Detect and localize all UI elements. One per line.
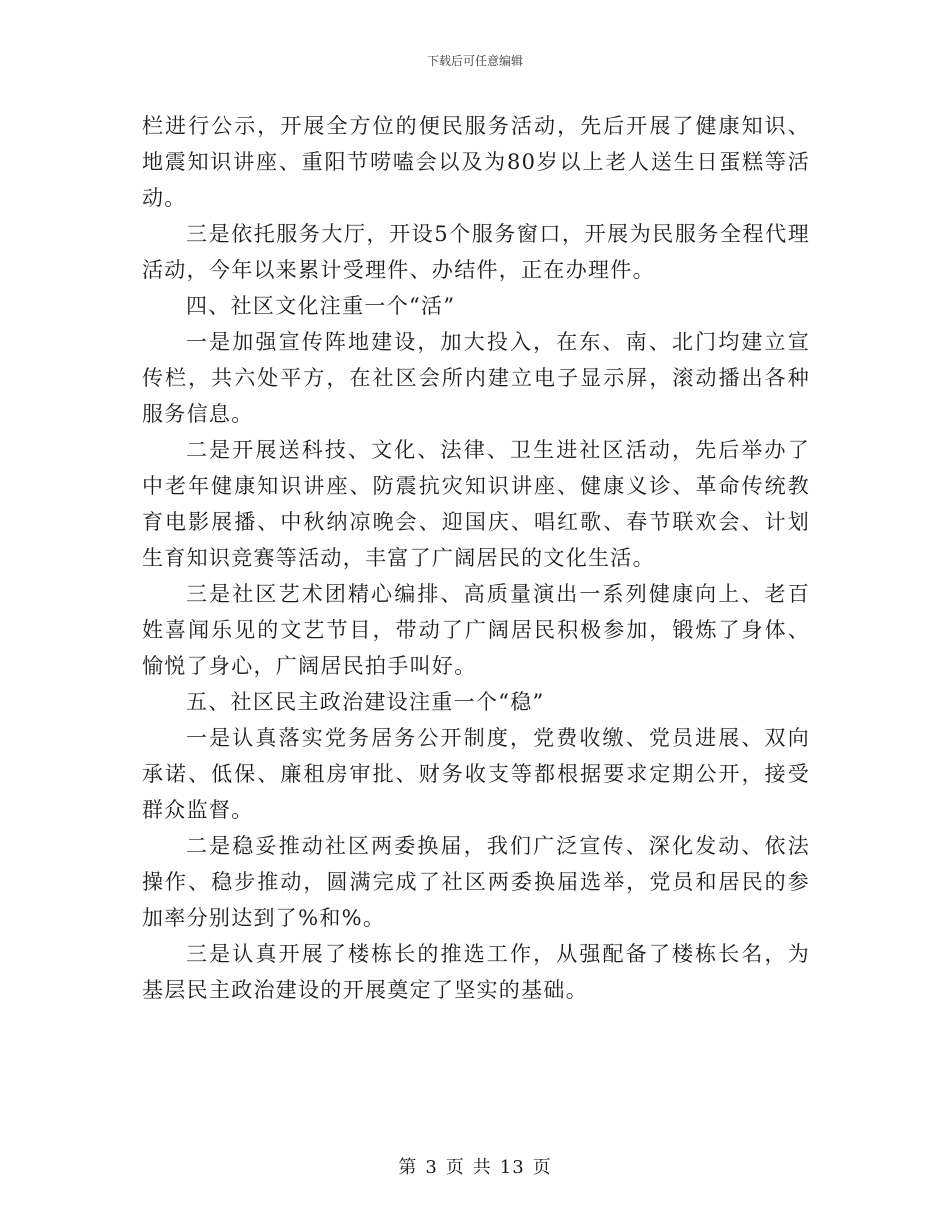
paragraph-5: 二是开展送科技、文化、法律、卫生进社区活动，先后举办了中老年健康知识讲座、防震抗灾知识讲座、健康义诊、革命传统教育电影展播、中秋纳凉晚会、迎国庆、唱红歌、春节联欢会、计划生育知识竞赛等活动，丰富了广阔居民的文化生活。 [142,438,810,570]
paragraph-10: 三是认真开展了楼栋长的推选工作，从强配备了楼栋长名，为基层民主政治建设的开展奠定了坚实的基础。 [142,942,810,1002]
page-footer [0,1153,950,1179]
section-heading-5: 五、社区民主政治建设注重一个“稳” [186,690,545,714]
paragraph-6: 三是社区艺术团精心编排、高质量演出一系列健康向上、老百姓喜闻乐见的文艺节目，带动了广阔居民积极参加，锻炼了身体、愉悦了身心，广阔居民拍手叫好。 [142,582,810,678]
paragraph-8: 一是认真落实党务居务公开制度，党费收缴、党员进展、双向承诺、低保、廉租房审批、财务收支等都根据要求定期公开，接受群众监督。 [142,726,810,822]
paragraph-9: 二是稳妥推动社区两委换届，我们广泛宣传、深化发动、依法操作、稳步推动，圆满完成了社区两委换届选举，党员和居民的参加率分别达到了%和%。 [142,834,810,930]
page-total: 13 [499,1157,525,1178]
paragraph-2: 三是依托服务大厅，开设5个服务窗口，开展为民服务全程代理活动，今年以来累计受理件、办结件，正在办理件。 [142,222,810,282]
page-header-note: 下载后可任意编辑 [426,54,523,68]
page-total-prefix: 共 [472,1157,492,1178]
section-heading-4: 四、社区文化注重一个“活” [186,294,456,318]
page-mid: 页 [445,1157,465,1178]
paragraph-1: 栏进行公示，开展全方位的便民服务活动，先后开展了健康知识、地震知识讲座、重阳节唠嗑会以及为80岁以上老人送生日蛋糕等活动。 [142,114,810,210]
paragraph-4: 一是加强宣传阵地建设，加大投入，在东、南、北门均建立宣传栏，共六处平方，在社区会所内建立电子显示屏，滚动播出各种服务信息。 [142,330,810,426]
page-current: 3 [425,1157,438,1178]
page-prefix: 第 [398,1157,418,1178]
document-body [142,108,810,1008]
page-suffix: 页 [532,1157,552,1178]
